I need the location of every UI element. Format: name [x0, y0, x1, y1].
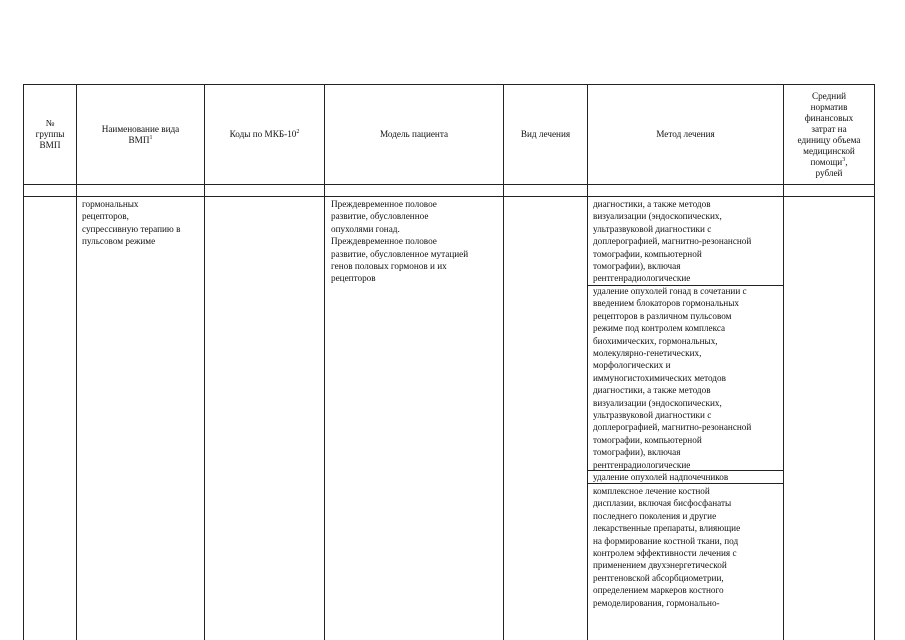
header-patient-model: Модель пациента [379, 129, 449, 139]
spacer-row-border [23, 196, 875, 197]
header-bottom-border [23, 184, 875, 185]
method-block-1: диагностики, а также методов визуализации (эндоскопических, ультразвуковой диагностики с доплерографией, магнитно-резонансной томографии, компьютерной томографии), включая рентгенрадиологические [593, 199, 752, 284]
method-block-4: комплексное лечение костной дисплазии, включая бисфосфанаты последнего поколения и другие лекарственные препараты, влияющие на формирование костной ткани, под контролем эффективности лечения с применением двухэнергетической рентгеновской абсорбциометрии, определением маркеров костного ремоделирования, гормонально- [593, 486, 741, 608]
header-cost-normative: Средний норматив финансовых затрат на единицу объема медицинской помощи$^3$, рублей [797, 90, 861, 178]
header-vmp-name: Наименование вида ВМП$^1$ [101, 123, 180, 145]
header-treatment-type: Вид лечения [520, 129, 571, 139]
vmp-name-cell: гормональных рецепторов, супрессивную терапию в пульсовом режиме [82, 199, 181, 247]
patient-model-cell: Преждевременное половое развитие, обусловленное опухолями гонад. Преждевременное половое развитие, обусловленное мутацией генов половых гормонов и их рецепторов [331, 199, 469, 284]
header-icd-codes: Коды по МКБ-$10^2$ [229, 128, 300, 139]
method-block-3: удаление опухолей надпочечников [593, 472, 729, 482]
method-block-2: удаление опухолей гонад в сочетании с введением блокаторов гормональных рецепторов в различном пульсовом режиме под контролем комплекса биохимических, гормональных, молекулярно-генетических, морфологических и иммуногистохимических методов диагностики, а также методов визуализации (эндоскопических, ультразвуковой диагностики с доплерографией, магнитно-резонансной томографии, компьютерной томографии), включая рентгенрадиологические [593, 286, 752, 470]
header-treatment-method: Метод лечения [656, 129, 715, 139]
column-divider-8 [874, 84, 875, 640]
header-group-number: № группы ВМП [35, 118, 65, 150]
